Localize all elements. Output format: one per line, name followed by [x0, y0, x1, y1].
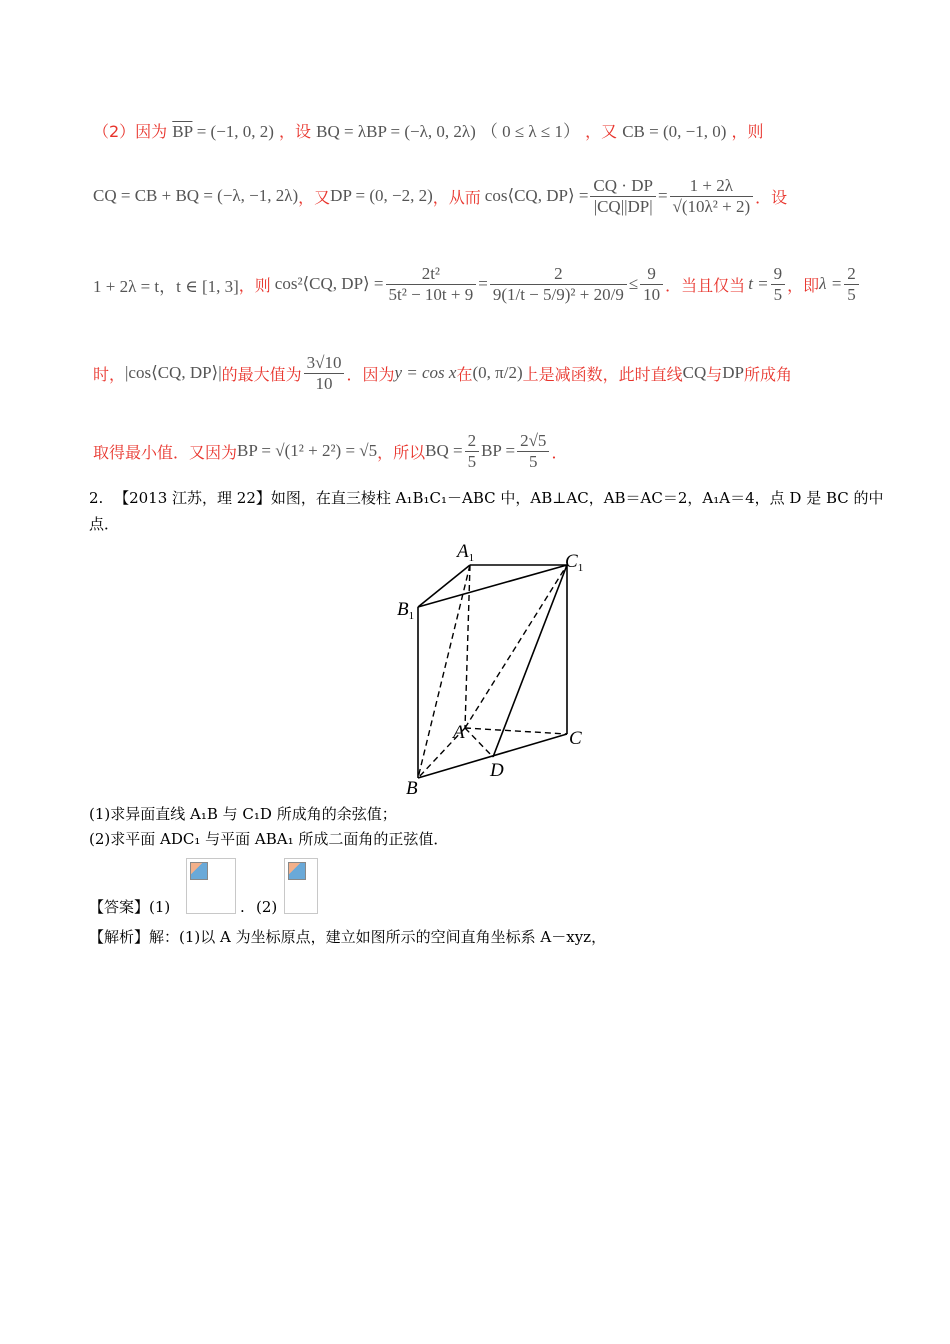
analysis-text: 解：(1)以 A 为坐标原点，建立如图所示的空间直角坐标系 A－xyz，	[149, 928, 607, 946]
equals-sign: =	[657, 186, 668, 205]
question-2: (2)求平面 ADC₁ 与平面 ABA₁ 所成二面角的正弦值．	[89, 830, 449, 848]
interval: (0, π/2)	[472, 363, 523, 382]
cos-squared: cos²⟨CQ, DP⟩ =	[274, 274, 384, 293]
cb-expression: CB = (0, −1, 0)	[622, 122, 727, 141]
lambda-range: （ 0 ≤ λ ≤ 1）	[480, 122, 580, 141]
answer-1-label: (1)	[149, 898, 171, 916]
cos-fraction-1: $\frac{CQ \cdot DP}{|CQ||DP|}$	[590, 176, 656, 217]
bq-equals: BQ =	[425, 441, 463, 460]
bp-vector: $\overline{BP} = (-1$, 0, 2)	[172, 122, 274, 141]
answer-line	[89, 895, 170, 919]
solution-line-3	[93, 245, 861, 323]
end-period: ．	[551, 442, 568, 462]
question-1: (1)求异面直线 A₁B 与 C₁D 所成角的余弦值；	[89, 805, 397, 823]
let-text: ．设	[755, 187, 788, 207]
solution-line-2	[93, 168, 787, 224]
edge-a1-a	[465, 565, 470, 728]
solution-line-1	[93, 120, 764, 144]
with-text: 与	[706, 364, 723, 384]
t-equals: t =	[748, 274, 769, 293]
le-sign: ≤	[628, 274, 639, 293]
broken-image-icon	[190, 862, 208, 880]
label-a1: $A_1$	[457, 541, 475, 564]
broken-image-icon	[288, 862, 306, 880]
dp-expression: DP = (0, −2, 2)	[330, 186, 433, 205]
in-text: 在	[456, 364, 473, 384]
substitution: 1 + 2λ = t，t ∈ [1, 3]	[93, 276, 239, 296]
cos2-fraction-1: $\frac{\text{2t²}}{\text{5t² − 10t + 9}}$	[386, 264, 477, 305]
problem-2-stem-cont: 点．	[89, 515, 120, 533]
edge-a1-b1	[418, 565, 470, 607]
lambda-fraction: $\frac{2}{5}$	[844, 264, 859, 305]
also-text-2: ，又	[298, 187, 331, 207]
hence-text: ，从而	[432, 187, 481, 207]
problem-number: 2.	[89, 489, 104, 507]
cq-expression: CQ = CB + BQ = (−λ, −1, 2λ)	[93, 186, 299, 205]
problem-2-stem	[89, 486, 884, 510]
time-text: 时，	[93, 364, 126, 384]
problem-stem-text: 如图，在直三棱柱 A₁B₁C₁－ABC 中，AB⊥AC，AB＝AC＝2，A₁A＝4，点 D 是 BC 的中	[270, 489, 884, 507]
then-text-2: ，则	[238, 275, 271, 295]
answer-dot: .	[240, 898, 245, 916]
then-text: ，则	[731, 122, 764, 141]
bound-fraction: $\frac{9}{10}$	[640, 264, 663, 305]
part2-prefix: （2）因为	[93, 122, 168, 141]
segment-a1-b	[418, 565, 470, 778]
abs-cos: |cos⟨CQ, DP⟩|	[125, 363, 222, 382]
min-text: 取得最小值．又因为	[93, 442, 238, 462]
label-c1: $C_1$	[565, 551, 584, 574]
label-a: A	[453, 722, 465, 743]
t-fraction: $\frac{9}{5}$	[771, 264, 786, 305]
answer-2-image	[284, 858, 318, 914]
dp-line: DP	[722, 363, 745, 382]
bq-expression: BQ = λBP = (−λ, 0, 2λ)	[316, 122, 476, 141]
max-text: 的最大值为	[221, 364, 302, 384]
prism-figure	[385, 535, 600, 800]
answer-2-label: (2)	[256, 898, 278, 916]
cos2-fraction-2: $\frac{2}{\text{9(1/t − 5/9)² + 20/9}}$	[490, 264, 627, 305]
label-d: D	[490, 760, 504, 781]
equals-sign-2: =	[478, 274, 488, 293]
solution-line-5	[93, 425, 567, 477]
when-text: ．当且仅当	[665, 275, 746, 295]
edge-a-c	[465, 728, 567, 734]
bq-result-fraction: $\frac{2√5}{5}$	[517, 431, 549, 472]
bq-fraction: $\frac{2}{5}$	[465, 431, 480, 472]
set-text: ，设	[279, 122, 312, 141]
because-text: ．因为	[346, 364, 395, 384]
cos-expression: cos⟨CQ, DP⟩ =	[484, 186, 589, 205]
analysis-line	[89, 925, 606, 949]
segment-c1-d	[493, 565, 567, 757]
decreasing-text: 上是减函数，此时直线	[522, 364, 683, 384]
cq-line: CQ	[682, 363, 707, 382]
max-fraction: $\frac{3√10}{10}$	[304, 353, 345, 394]
cos-function: y = cos x	[394, 363, 457, 382]
cos-fraction-2: $\frac{1 + 2\lambda}{\text{√(10λ² + 2)}}$	[670, 176, 754, 217]
solution-line-4	[93, 345, 792, 401]
so-text: ，所以	[377, 442, 426, 462]
segment-a-d	[465, 728, 493, 757]
answer-1-image	[186, 858, 236, 914]
angle-text: 所成角	[744, 364, 793, 384]
analysis-label: 【解析】	[89, 928, 150, 946]
lambda-equals: λ =	[819, 274, 843, 293]
bp-label: BP =	[481, 441, 516, 460]
label-b1: $B_1$	[397, 599, 415, 622]
bp-length: BP = √(1² + 2²) = √5	[237, 441, 378, 460]
also-text: ，又	[585, 122, 618, 141]
ie-text: ，即	[787, 275, 820, 295]
label-c: C	[569, 728, 582, 749]
answer-label: 【答案】	[89, 898, 150, 916]
problem-source: 【2013 江苏，理 22】	[114, 489, 271, 507]
label-b: B	[406, 778, 418, 799]
